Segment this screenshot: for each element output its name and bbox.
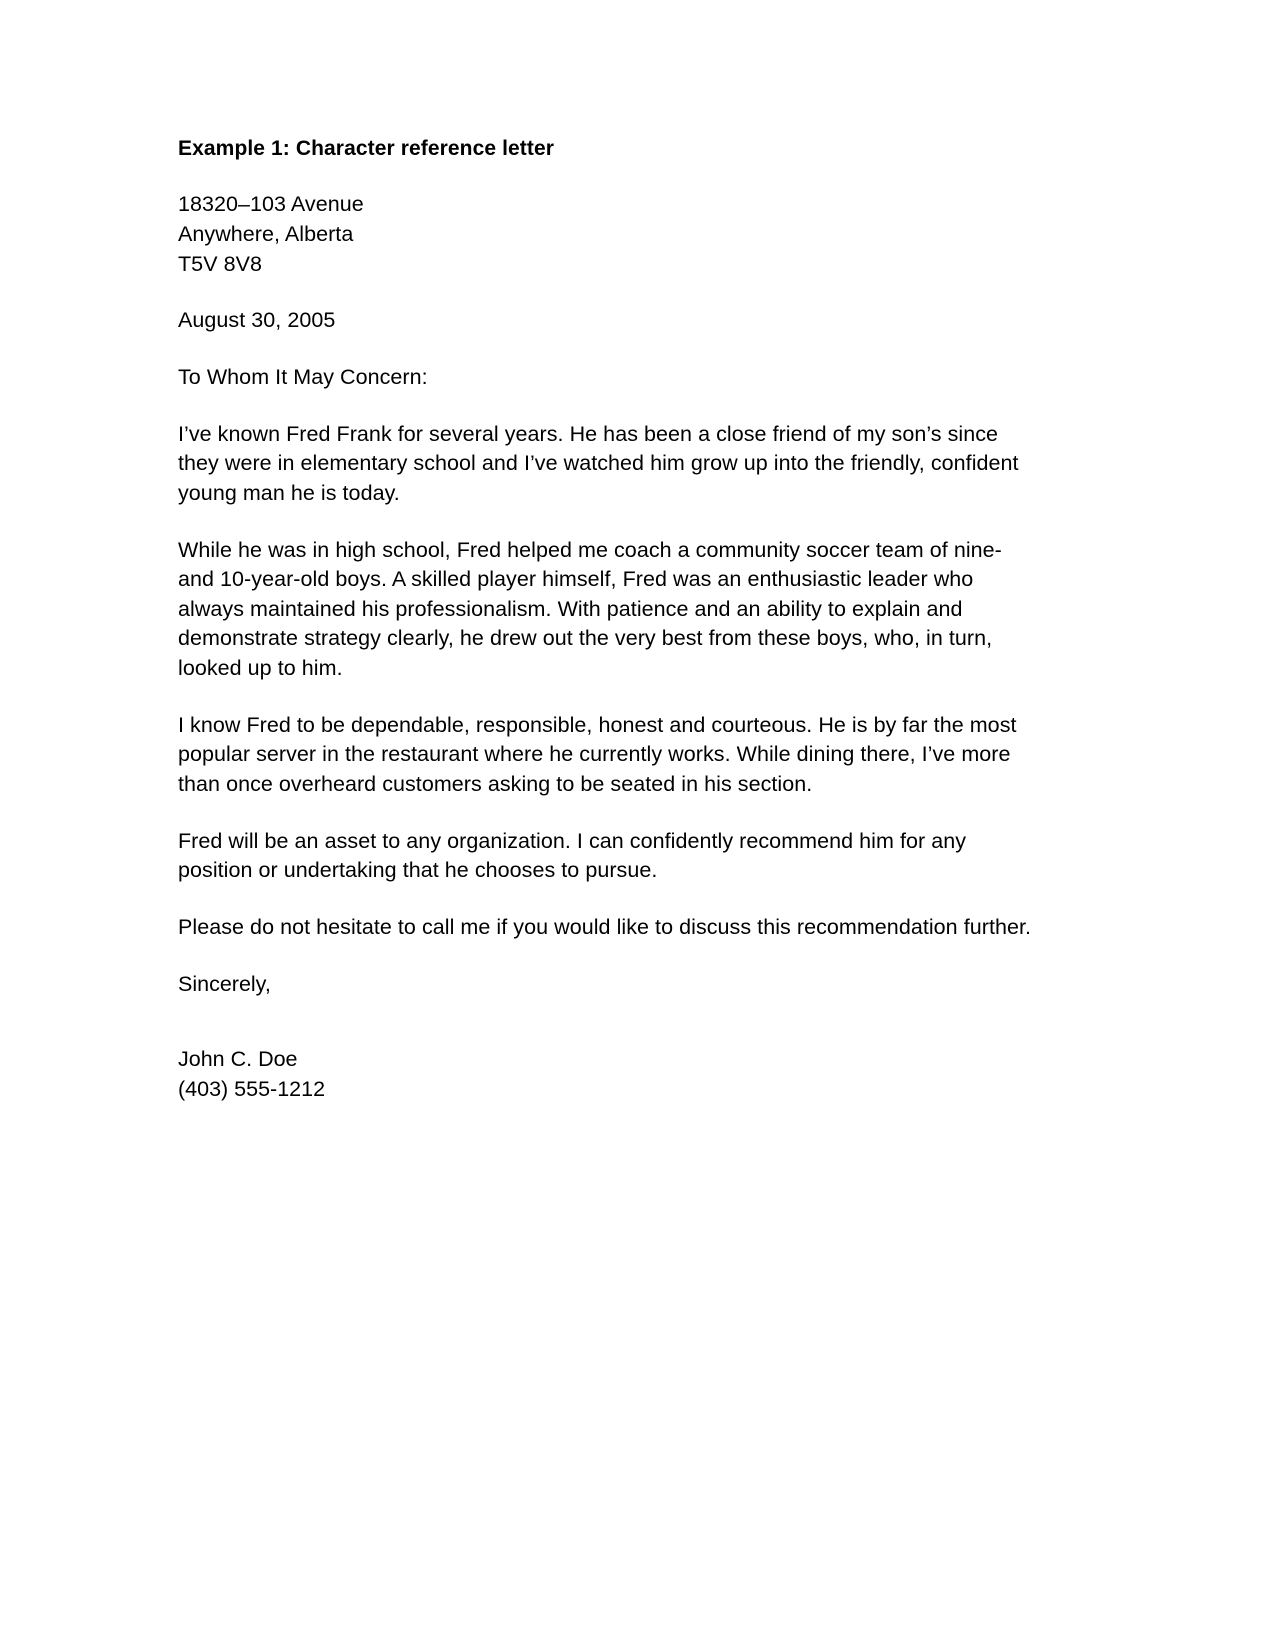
letter-body [178, 136, 1038, 1105]
address-line-2: Anywhere, Alberta [178, 221, 354, 246]
body-paragraph-1: I’ve known Fred Frank for several years. He has been a close friend of my son’s since they were in elementary school and I’ve watched him grow up into the friendly, confident young man he is today. [178, 421, 1019, 505]
body-paragraph-2: While he was in high school, Fred helped me coach a community soccer team of nine- and 10-year-old boys. A skilled player himself, Fred was an enthusiastic leader who always maintained his professionalism. With patience and an ability to explain and demonstrate strategy clearly, he drew out the very best from these boys, who, in turn, looked up to him. [178, 537, 1002, 681]
salutation: To Whom It May Concern: [178, 364, 428, 389]
sender-address [178, 190, 1038, 279]
letter-date: August 30, 2005 [178, 308, 336, 333]
address-line-3: T5V 8V8 [178, 251, 263, 276]
signature-phone: (403) 555-1212 [178, 1077, 326, 1102]
body-paragraph-5: Please do not hesitate to call me if you would like to discuss this recommendation further. [178, 915, 1032, 940]
closing-line: Sincerely, [178, 971, 271, 996]
signature-space [178, 999, 1038, 1045]
body-paragraph-4: Fred will be an asset to any organization. I can confidently recommend him for any position or undertaking that he chooses to pursue. [178, 828, 967, 883]
page-title: Example 1: Character reference letter [178, 137, 555, 160]
address-line-1: 18320–103 Avenue [178, 192, 364, 217]
body-paragraph-3: I know Fred to be dependable, responsible, honest and courteous. He is by far the most popular server in the restaurant where he currently works. While dining there, I’ve more than once overheard customers asking to be seated in his section. [178, 712, 1017, 797]
signature-name: John C. Doe [178, 1047, 298, 1072]
